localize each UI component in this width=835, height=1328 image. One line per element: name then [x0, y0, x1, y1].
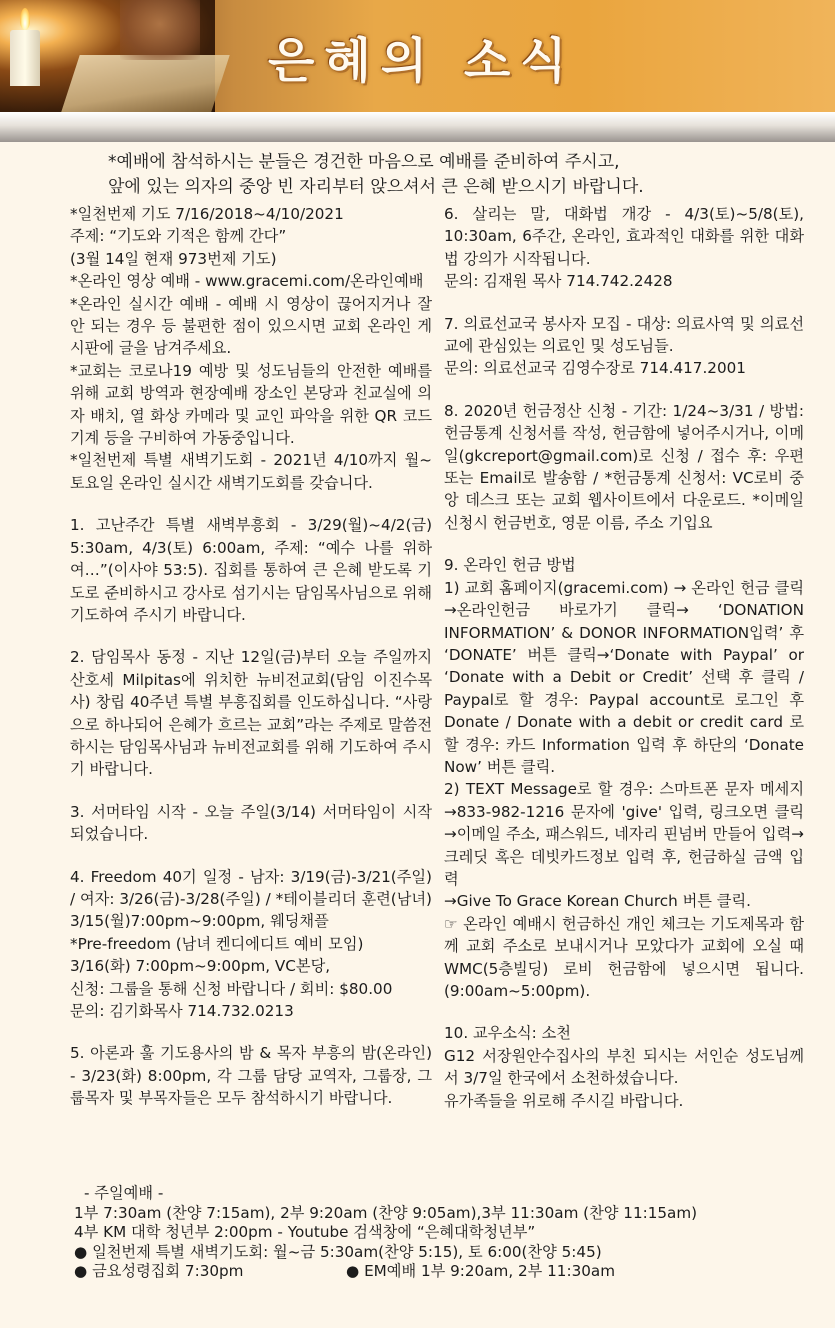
intro-line-2: 앞에 있는 의자의 중앙 빈 자리부터 앉으셔서 큰 은혜 받으시기 바랍니다.: [108, 177, 644, 197]
praying-hands-image: [120, 0, 200, 60]
intro-notice: [108, 150, 828, 200]
schedule-line-3: ● 일천번제 특별 새벽기도회: 월~금 5:30am(찬양 5:15), 토 6:00(찬양 5:45): [74, 1242, 602, 1261]
candle-image: [10, 30, 40, 86]
em-service: ● EM예배 1부 9:20am, 2부 11:30am: [346, 1262, 616, 1281]
header-banner: [0, 0, 835, 112]
open-bible-image: [60, 55, 229, 112]
notice-4-freedom: 4. Freedom 40기 일정 - 남자: 3/19(금)-3/21(주일) / 여자: 3/26(금)-3/28(주일) / *테이블리더 훈련(남녀) 3/15(월)7:00pm~9:00pm, 웨딩채플 *Pre-freedom (남녀 켄디에디트 예비 모임) 3/16(화) 7:00pm~9:00pm, VC본당, 신청: 그룹을 통해 신청 바랍니다 / 회비: $80.00 문의: 김기화목사 714.732.0213: [70, 867, 432, 1020]
schedule-line-4: [74, 1262, 824, 1282]
left-column: [70, 203, 432, 1110]
notice-9-online-offering: 9. 온라인 헌금 방법 1) 교회 홈페이지(gracemi.com) → 온라인 헌금 클릭→온라인헌금 바로가기 클릭→ ‘DONATION INFORMATION’ & DONOR INFORMATION입력’ 후 ‘DONATE’ 버튼 클릭→‘Donate with Paypal’ or ‘Donate with a Debit or Credit’ 선택 후 클릭 / Paypal로 할 경우: Paypal account로 로그인 후 Donate / Donate with a debit or credit card 로 할 경우: 카드 Information 입력 후 하단의 ‘Donate Now’ 버튼 클릭. 2) TEXT Message로 할 경우: 스마트폰 문자 메세지→833-982-1216 문자에 'give' 입력, 링크오면 클릭→이메일 주소, 패스워드, 네자리 핀넘버 만들어 입력→크레딧 혹은 데빗카드정보 입력 후, 헌금하실 금액 입력 →Give To Grace Korean Church 버튼 클릭. ☞ 온라인 예배시 헌금하신 개인 체크는 기도제목과 함께 교회 주소로 보내시거나 모았다가 교회에 오실 때 WMC(5층빌딩) 로비 헌금함에 넣으시면 됩니다. (9:00am~5:00pm).: [444, 556, 804, 1000]
service-schedule: [74, 1184, 824, 1282]
candle-flame-icon: [20, 8, 30, 30]
notice-prayer: *일천번제 기도 7/16/2018~4/10/2021 주제: “기도와 기적은 함께 간다” (3월 14일 현재 973번제 기도) *온라인 영상 예배 - www.gracemi.com/온라인예배 *온라인 실시간 예배 - 예배 시 영상이 끊어지거나 잘 안 되는 경우 등 불편한 점이 있으시면 교회 온라인 게시판에 글을 남겨주세요. *교회는 코로나19 예방 및 성도님들의 안전한 예배를 위해 교회 방역과 현장예배 장소인 본당과 친교실에 의자 배치, 열 화상 카메라 및 교인 파악을 위한 QR 코드 기계 등을 구비하여 가동중입니다. *일천번제 특별 새벽기도회 - 2021년 4/10까지 월~토요일 온라인 실시간 새벽기도회를 갖습니다.: [70, 205, 432, 492]
notice-3-summer-time: 3. 서머타임 시작 - 오늘 주일(3/14) 서머타임이 시작되었습니다.: [70, 802, 432, 844]
friday-service: ● 금요성령집회 7:30pm: [74, 1262, 244, 1281]
candle-bible-photo: [0, 0, 215, 112]
notice-1-holy-week: 1. 고난주간 특별 새벽부흥회 - 3/29(월)~4/2(금) 5:30am, 4/3(토) 6:00am, 주제: “예수 나를 위하여…”(이사야 53:5). 집회를 통하여 큰 은혜 받도록 기도로 준비하시고 강사로 섬기시는 담임목사님으로 위해 기도하여 주시기 바랍니다.: [70, 516, 432, 624]
notice-8-offering-report: 8. 2020년 헌금정산 신청 - 기간: 1/24~3/31 / 방법: 헌금통계 신청서를 작성, 헌금함에 넣어주시거나, 이메일(gkcreport@gmail.com)로 신청 / 접수 후: 우편 또는 Email로 발송함 / *헌금통계 신청서: VC로비 중앙 데스크 또는 교회 웹사이트에서 다운로드. *이메일 신청시 헌금번호, 영문 이름, 주소 기입요: [444, 401, 804, 532]
intro-line-1: *예배에 참석하시는 분들은 경건한 마음으로 예배를 준비하여 주시고,: [108, 152, 620, 172]
notice-10-member-news: 10. 교우소식: 소천 G12 서장원안수집사의 부친 되시는 서인순 성도님께서 3/7일 한국에서 소천하셨습니다. 유가족들을 위로해 주시길 바랍니다.: [444, 1024, 804, 1110]
notice-5-prayer-night: 5. 아론과 훌 기도용사의 밤 & 목자 부흥의 밤(온라인) - 3/23(화) 8:00pm, 각 그룹 담당 교역자, 그룹장, 그룹목자 및 부목자들은 모두 참석하시기 바랍니다.: [70, 1044, 432, 1108]
right-column: [444, 203, 804, 1112]
notice-7-medical-mission: 7. 의료선교국 봉사자 모집 - 대상: 의료사역 및 의료선교에 관심있는 의료인 및 성도님들. 문의: 의료선교국 김영수장로 714.417.2001: [444, 314, 804, 378]
notice-2-pastor: 2. 담임목사 동정 - 지난 12일(금)부터 오늘 주일까지 산호세 Milpitas에 위치한 뉴비전교회(담임 이진수목사) 창립 40주년 특별 부흥집회를 인도하십니다. “사랑으로 하나되어 은혜가 흐르는 교회”라는 주제로 말씀전하시는 담임목사님과 뉴비전교회를 위해 기도하여 주시기 바랍니다.: [70, 648, 432, 779]
header-divider-band: [0, 112, 835, 142]
notice-6-dialogue-class: 6. 살리는 말, 대화법 개강 - 4/3(토)~5/8(토), 10:30am, 6주간, 온라인, 효과적인 대화를 위한 대화법 강의가 시작됩니다. 문의: 김재원 목사 714.742.2428: [444, 205, 804, 291]
schedule-line-2: 4부 KM 대학 청년부 2:00pm - Youtube 검색창에 “은혜대학청년부”: [74, 1223, 536, 1242]
schedule-line-1: 1부 7:30am (찬양 7:15am), 2부 9:20am (찬양 9:05am),3부 11:30am (찬양 11:15am): [74, 1203, 698, 1222]
schedule-heading: - 주일예배 -: [84, 1184, 164, 1202]
page-title: 은혜의 소식: [268, 33, 577, 89]
